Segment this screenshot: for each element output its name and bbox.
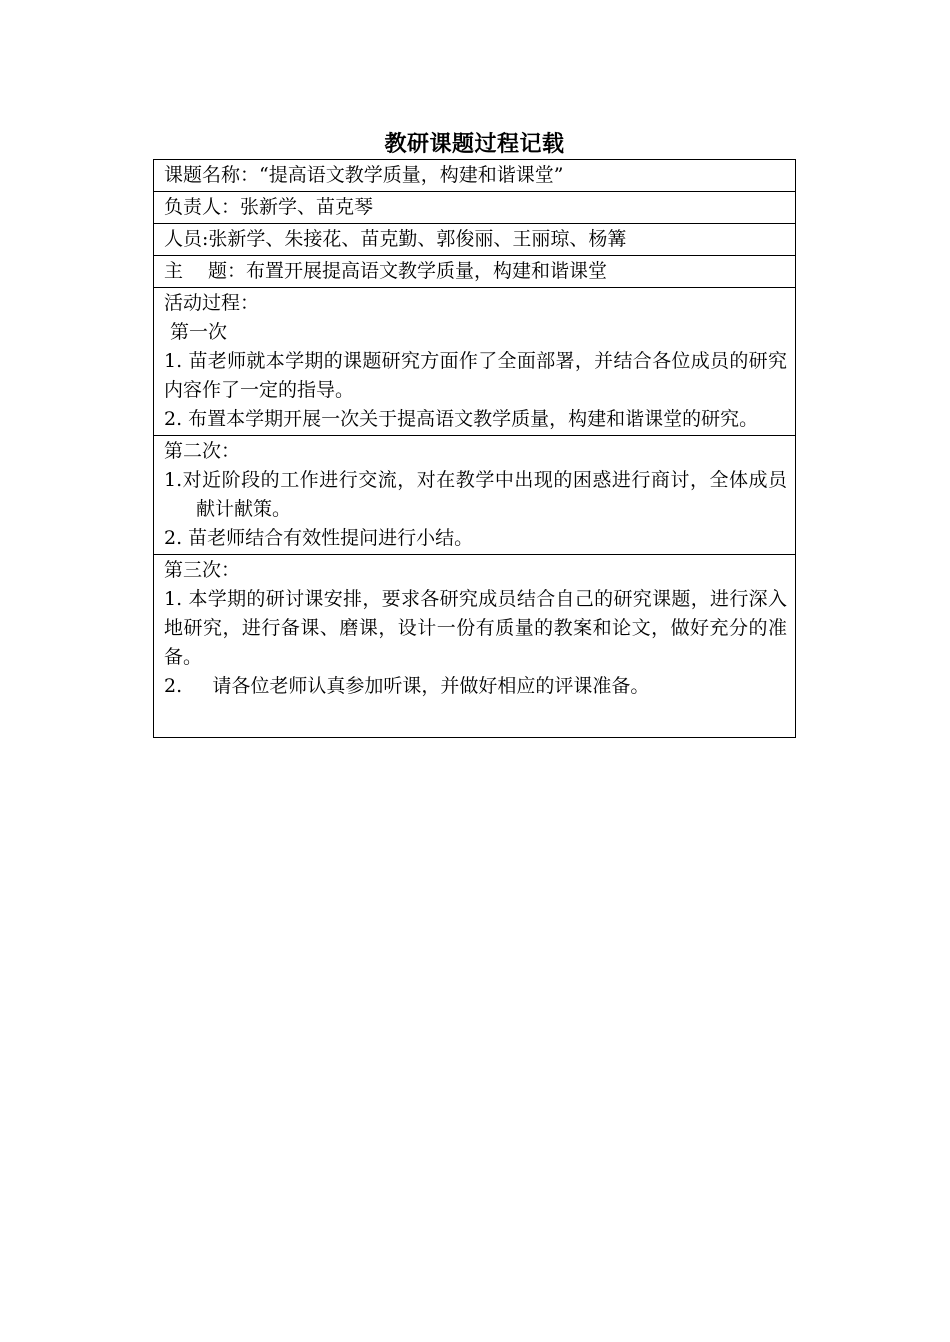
session3-item-2: 2. 请各位老师认真参加听课，并做好相应的评课准备。 bbox=[164, 675, 650, 697]
record-table bbox=[153, 159, 796, 738]
session3-row bbox=[154, 555, 796, 738]
session2-row bbox=[154, 436, 796, 555]
theme-cell: 主 题：布置开展提高语文教学质量，构建和谐课堂 bbox=[154, 256, 796, 288]
session1-cell bbox=[154, 288, 796, 436]
activity-heading: 活动过程： bbox=[164, 292, 260, 314]
session1-heading: 第一次 bbox=[170, 321, 228, 343]
session3-heading: 第三次： bbox=[164, 559, 241, 581]
session2-item-2: 2. 苗老师结合有效性提问进行小结。 bbox=[164, 527, 474, 549]
session3-cell bbox=[154, 555, 796, 738]
session1-item-2: 2. 布置本学期开展一次关于提高语文教学质量，构建和谐课堂的研究。 bbox=[164, 408, 759, 430]
session1-row bbox=[154, 288, 796, 436]
session2-cell bbox=[154, 436, 796, 555]
document-title: 教研课题过程记载 bbox=[384, 131, 565, 157]
topic-name-cell: 课题名称：“提高语文教学质量，构建和谐课堂” bbox=[154, 160, 796, 192]
session2-heading: 第二次： bbox=[164, 440, 241, 462]
theme-row bbox=[154, 256, 796, 288]
leader-cell: 负责人：张新学、苗克琴 bbox=[154, 192, 796, 224]
topic-row bbox=[154, 160, 796, 192]
session1-item-1: 1. 苗老师就本学期的课题研究方面作了全面部署，并结合各位成员的研究内容作了一定的指导。 bbox=[164, 350, 787, 401]
session3-item-1: 1. 本学期的研讨课安排，要求各研究成员结合自己的研究课题，进行深入地研究，进行备课、磨课，设计一份有质量的教案和论文，做好充分的准备。 bbox=[164, 588, 787, 668]
session2-item-1: 1.对近阶段的工作进行交流，对在教学中出现的困惑进行商讨，全体成员献计献策。 bbox=[164, 469, 787, 520]
members-row bbox=[154, 224, 796, 256]
leader-row bbox=[154, 192, 796, 224]
members-cell: 人员:张新学、朱接花、苗克勤、郭俊丽、王丽琼、杨篝 bbox=[154, 224, 796, 256]
